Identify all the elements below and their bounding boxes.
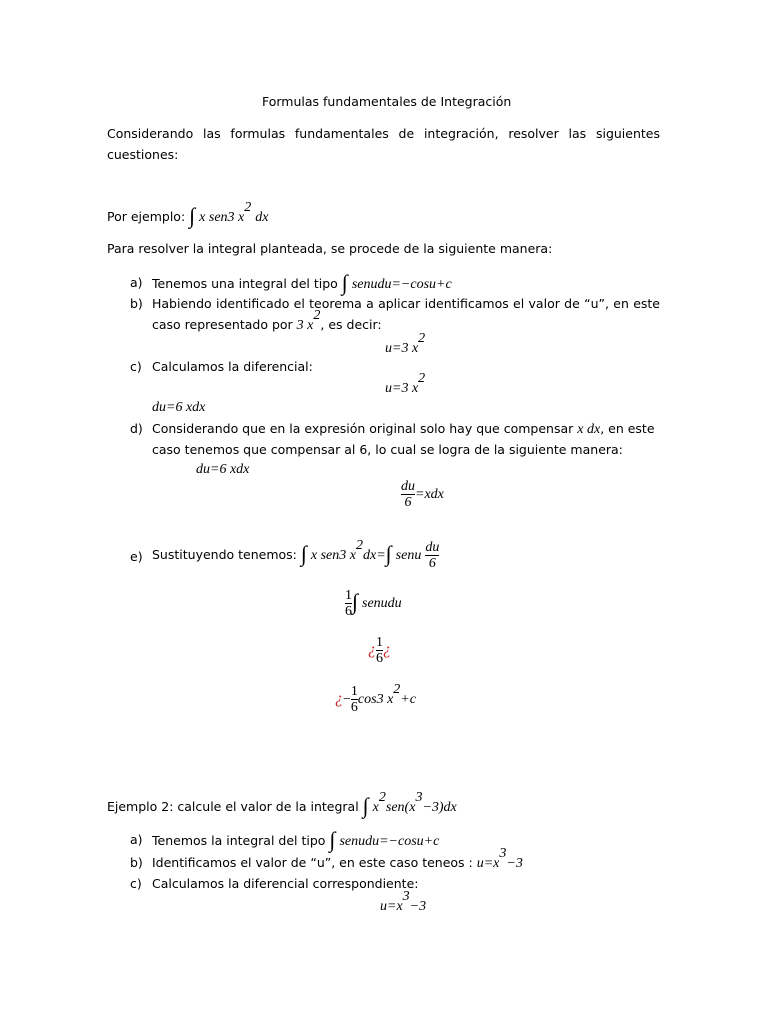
step-d-text1: Considerando que en la expresión original solo hay que compensar (152, 421, 574, 436)
integral-sign-icon: ∫ (329, 827, 336, 852)
step-c-equation: u=3 $x^2$ (385, 371, 426, 396)
example2-line: Ejemplo 2: calcule el valor de la integral ∫ $x^2sen(x^3-3)dx$ (107, 790, 457, 818)
step-a (152, 272, 452, 294)
step-d-fraction-eq: $\frac{du}{6}$ =xdx (401, 479, 444, 510)
example1-label: Por ejemplo: (107, 209, 186, 224)
step-b-text1: Habiendo identificado el teorema a aplicar identificamos el valor de “u”, en este (152, 296, 660, 311)
step-d-inline: x dx (577, 422, 601, 437)
integral-sign-icon: ∫ (362, 793, 369, 818)
ex2-step-a: Tenemos la integral del tipo ∫ senudu=−cosu+c (152, 827, 440, 852)
fraction: $\frac{1}{6}$ (345, 588, 352, 619)
step-b-text2: caso representado por (152, 317, 293, 332)
broken-glyph: ¿ (368, 641, 376, 658)
fraction: $\frac{1}{6}$ (350, 684, 358, 715)
step-b-formula: 3 x (296, 318, 314, 333)
integral-sign-icon: ∫ (189, 203, 196, 228)
integral-sign-icon: ∫ (352, 589, 359, 614)
example1-line (107, 200, 269, 228)
intro-paragraph: Considerando las formulas fundamentales de integración, resolver las siguientes cuestiones: (107, 126, 660, 162)
fraction: $\frac{du}{6}$ (425, 540, 440, 571)
result-line-3: ¿− $\frac{1}{6}$ cos3 $x^2+c$ (335, 682, 416, 715)
document-title: Formulas fundamentales de Integración (262, 94, 512, 109)
step-b-equation: u=3 $x^2$ (385, 331, 426, 356)
example1-exp: 2 (244, 200, 252, 216)
ex2-step-a-marker: a) (130, 832, 143, 847)
step-b-after: , es decir: (320, 317, 382, 332)
step-a-text: Tenemos una integral del tipo (152, 276, 338, 291)
step-b-marker: b) (130, 296, 143, 311)
ex2-step-b: Identificamos el valor de “u”, en este caso teneos : $u=x^3-3$ (152, 846, 523, 871)
integral-sign-icon: ∫ (385, 541, 392, 566)
integral-sign-icon: ∫ (300, 541, 307, 566)
fraction: $\frac{1}{6}$ (376, 635, 383, 666)
step-d-line1 (152, 420, 655, 439)
step-a-formula: senudu=−cosu+c (351, 277, 452, 292)
step-d-marker: d) (130, 421, 143, 436)
procede-text: Para resolver la integral planteada, se procede de la siguiente manera: (107, 241, 553, 256)
integral-sign-icon: ∫ (341, 270, 348, 295)
step-a-marker: a) (130, 275, 143, 290)
example2-label: Ejemplo 2: calcule el valor de la integral (107, 799, 359, 814)
step-b-exp: 2 (313, 308, 321, 324)
result-line-1: $\frac{1}{6}$ ∫ senudu (345, 588, 402, 619)
broken-glyph: ¿ (383, 641, 391, 658)
ex2-step-c-text: Calculamos la diferencial correspondiente: (152, 876, 419, 891)
example1-dx: dx (255, 210, 269, 225)
ex2-step-b-marker: b) (130, 855, 143, 870)
step-e-line: Sustituyendo tenemos: ∫ x sen3 $x^2dx=\int$ senu $\frac{du}{6}$ (152, 538, 440, 571)
broken-glyph: ¿ (335, 690, 343, 707)
result-line-2 (368, 635, 391, 666)
step-e-text: Sustituyendo tenemos: (152, 547, 297, 562)
ex2-step-c-marker: c) (130, 876, 142, 891)
step-d-text2: caso tenemos que compensar al 6, lo cual se logra de la siguiente manera: (152, 442, 623, 457)
step-b-line2 (152, 308, 382, 335)
step-c-marker: c) (130, 359, 142, 374)
step-c-text: Calculamos la diferencial: (152, 359, 313, 374)
step-e-marker: e) (130, 549, 143, 564)
step-c-differential: du=6 xdx (152, 400, 206, 415)
step-d-differential: du=6 xdx (196, 462, 250, 477)
example1-integrand: x sen3 x (199, 210, 245, 225)
fraction: $\frac{du}{6}$ (401, 479, 415, 510)
step-d-text1b: , en este (600, 421, 655, 436)
ex2-step-c-equation: $u=x^3-3$ (380, 889, 427, 914)
